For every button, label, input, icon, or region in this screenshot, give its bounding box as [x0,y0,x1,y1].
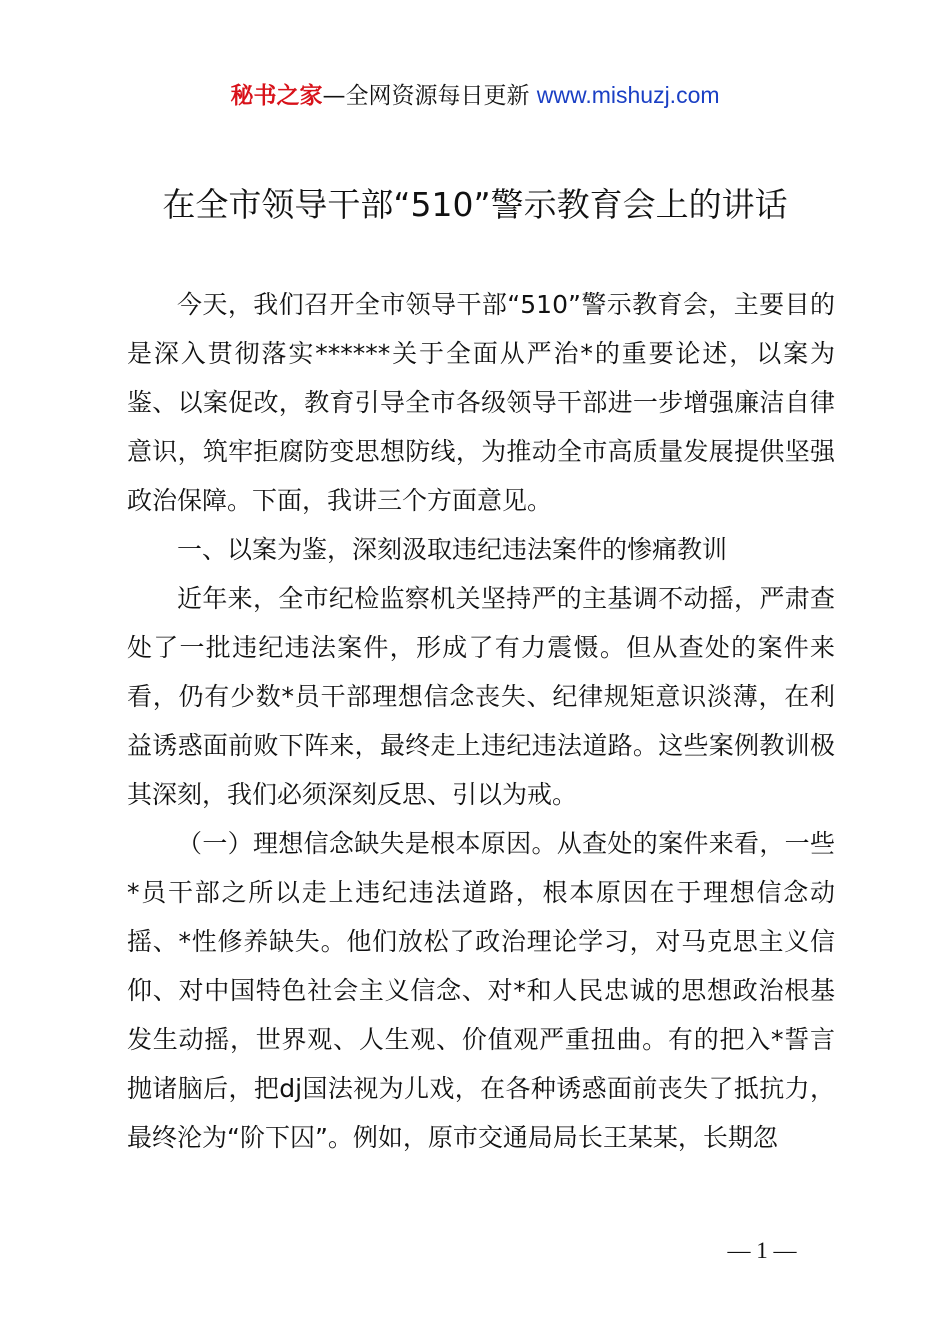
site-url-link[interactable]: www.mishuzj.com [536,82,720,108]
site-brand: 秘书之家 [230,83,323,109]
document-title: 在全市领导干部“510”警示教育会上的讲话 [162,185,788,224]
paragraph-intro: 今天，我们召开全市领导干部“510”警示教育会，主要目的是深入贯彻落实******关于全面从严治*的重要论述，以案为鉴、以案促改，教育引导全市各级领导干部进一步增强廉洁自律意识，筑牢拒腐防变思想防线，为推动全市高质量发展提供坚强政治保障。下面，我讲三个方面意见。 [127,290,835,515]
page-number: — 1 — [727,1238,797,1263]
section-heading-1: 一、以案为鉴，深刻汲取违纪违法案件的惨痛教训 [177,535,728,564]
site-header-banner [0,80,950,111]
site-tagline: —全网资源每日更新 [322,83,537,109]
document-body [127,280,835,1162]
paragraph-subsection-1: （一）理想信念缺失是根本原因。从查处的案件来看，一些*员干部之所以走上违纪违法道路，根本原因在于理想信念动摇、*性修养缺失。他们放松了政治理论学习，对马克思主义信仰、对中国特色社会主义信念、对*和人民忠诚的思想政治根基发生动摇，世界观、人生观、价值观严重扭曲。有的把入*誓言抛诸脑后，把dj国法视为儿戏，在各种诱惑面前丧失了抵抗力，最终沦为“阶下囚”。例如，原市交通局局长王某某，长期忽 [127,829,835,1152]
paragraph-section-1: 近年来，全市纪检监察机关坚持严的主基调不动摇，严肃查处了一批违纪违法案件，形成了有力震慑。但从查处的案件来看，仍有少数*员干部理想信念丧失、纪律规矩意识淡薄，在利益诱惑面前败下阵来，最终走上违纪违法道路。这些案例教训极其深刻，我们必须深刻反思、引以为戒。 [127,584,835,809]
